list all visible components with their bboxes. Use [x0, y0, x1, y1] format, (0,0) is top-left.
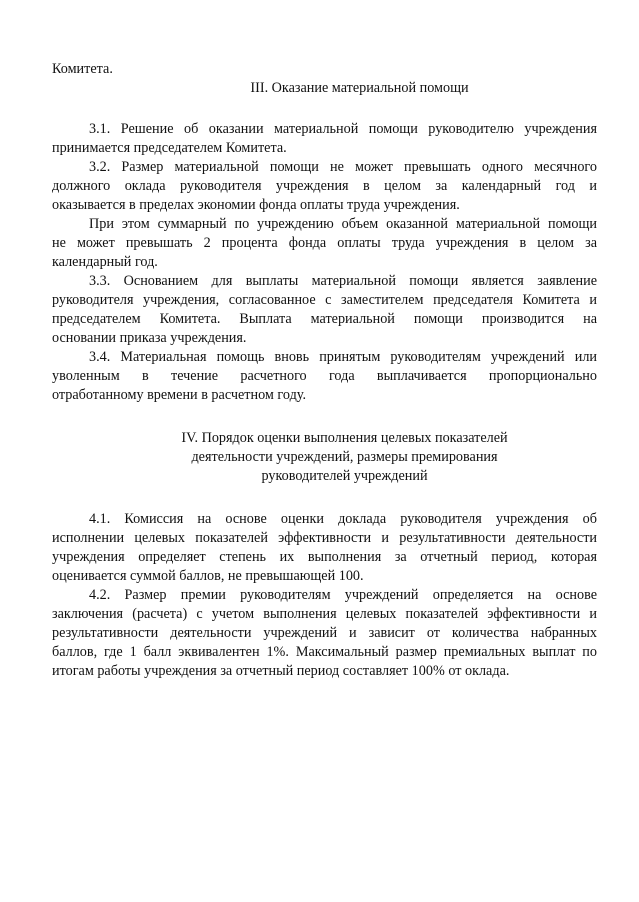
paragraph-line: учреждения определяет степень их выполнения за отчетный период, которая	[52, 549, 597, 565]
paragraph-line: баллов, где 1 балл эквивалентен 1%. Максимальный размер премиальных выплат по	[52, 644, 597, 660]
paragraph-line: 3.1. Решение об оказании материальной помощи руководителю учреждения	[89, 121, 597, 137]
section-4-heading-line: деятельности учреждений, размеры премирования	[191, 449, 498, 465]
paragraph-3-4	[52, 348, 597, 405]
paragraph-line: результативности деятельности учреждений и зависит от количества набранных	[52, 625, 597, 641]
paragraph-3-3	[52, 272, 597, 348]
carryover-text: Комитета.	[52, 61, 113, 77]
paragraph-line: 3.2. Размер материальной помощи не может превышать одного месячного	[89, 159, 597, 175]
paragraph-line: При этом суммарный по учреждению объем оказанной материальной помощи	[89, 216, 597, 232]
paragraph-line: заключения (расчета) с учетом выполнения целевых показателей эффективности и	[52, 606, 597, 622]
section-3-heading: III. Оказание материальной помощи	[250, 80, 469, 96]
paragraph-line: исполнении целевых показателей эффективности и результативности деятельности	[52, 530, 597, 546]
paragraph-4-1	[52, 510, 597, 586]
paragraph-line: 4.1. Комиссия на основе оценки доклада руководителя учреждения об	[89, 511, 597, 527]
section-4-heading	[52, 429, 597, 486]
spacer	[52, 405, 597, 429]
section-4-heading-line: руководителей учреждений	[261, 468, 428, 484]
spacer	[52, 98, 597, 120]
paragraph-3-2-limit	[52, 215, 597, 272]
paragraph-line: календарный год.	[52, 254, 158, 270]
paragraph-line: должного оклада руководителя учреждения в целом за календарный год и	[52, 178, 597, 194]
paragraph-3-2	[52, 158, 597, 215]
paragraph-line: принимается председателем Комитета.	[52, 140, 287, 156]
paragraph-line: отработанному времени в расчетном году.	[52, 387, 307, 403]
paragraph-line: основании приказа учреждения.	[52, 330, 247, 346]
paragraph-line: 3.4. Материальная помощь вновь принятым руководителям учреждений или	[89, 349, 597, 365]
paragraph-line: 4.2. Размер премии руководителям учреждений определяется на основе	[89, 587, 597, 603]
paragraph-line: председателем Комитета. Выплата материальной помощи производится на	[52, 311, 597, 327]
paragraph-line: 3.3. Основанием для выплаты материальной помощи является заявление	[89, 273, 597, 289]
paragraph-3-1	[52, 120, 597, 158]
paragraph-line: оценивается суммой баллов, не превышающей 100.	[52, 568, 364, 584]
section-4-heading-line: IV. Порядок оценки выполнения целевых показателей	[181, 430, 508, 446]
paragraph-4-2	[52, 586, 597, 681]
paragraph-line: оказывается в пределах экономии фонда оплаты труда учреждения.	[52, 197, 460, 213]
paragraph-line: итогам работы учреждения за отчетный период составляет 100% от оклада.	[52, 663, 510, 679]
paragraph-line: не может превышать 2 процента фонда оплаты труда учреждения в целом за	[52, 235, 597, 251]
spacer	[52, 486, 597, 510]
document-body	[52, 60, 597, 681]
paragraph-line: уволенным в течение расчетного года выплачивается пропорционально	[52, 368, 597, 384]
paragraph-line: руководителя учреждения, согласованное с заместителем председателя Комитета и	[52, 292, 597, 308]
